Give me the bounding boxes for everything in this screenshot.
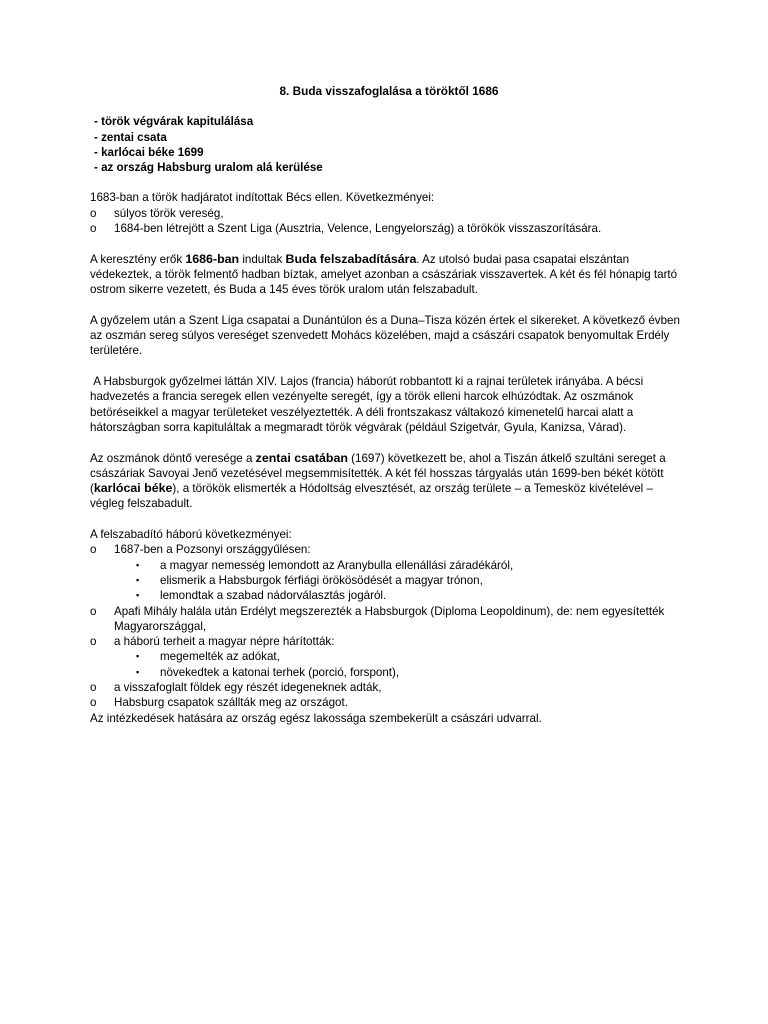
text-run: indultak [239, 252, 286, 266]
bullet-marker: o [90, 635, 97, 649]
list-item-text: súlyos török vereség, [114, 206, 224, 220]
document-content [90, 84, 680, 726]
sub-list-item-text: megemelték az adókat, [160, 650, 280, 664]
summary-item: - az ország Habsburg uralom alá kerülése [94, 161, 323, 175]
war-consequences-list [90, 542, 680, 557]
summary-item: - zentai csata [94, 130, 167, 144]
list-item-text: Habsburg csapatok szállták meg az országot. [114, 696, 348, 710]
sub-list-item [90, 649, 680, 664]
list-item [90, 695, 680, 710]
sub-list-item [90, 588, 680, 603]
text-run: Az oszmánok döntő veresége a [90, 451, 256, 465]
square-bullet-marker: ▪ [136, 651, 140, 662]
sub-list-item [90, 665, 680, 680]
sub-list-item [90, 573, 680, 588]
war-consequences-list [90, 680, 680, 711]
paragraph-buda-siege [90, 252, 680, 298]
square-bullet-marker: ▪ [136, 574, 140, 585]
bullet-marker: o [90, 604, 97, 618]
paragraph-war-consequences: A felszabadító háború következményei: [90, 528, 292, 542]
list-item-text: 1687-ben a Pozsonyi országgyűlésen: [114, 543, 311, 557]
list-item-text: a háború terheit a magyar népre hárították: [114, 635, 335, 649]
text-run: A keresztény erők [90, 252, 186, 266]
square-bullet-marker: ▪ [136, 666, 140, 677]
bold-text: Buda felszabadítására [285, 251, 417, 266]
bullet-marker: o [90, 680, 97, 694]
bold-text: zentai csatában [255, 450, 348, 465]
paragraph-habsburg-victories: A Habsburgok győzelmei láttán XIV. Lajos (francia) háborút robbantott ki a rajnai területek irányába. A bécsi hadvezetés a francia seregek ellen vezényelte seregét, így a török elleni harcok elhúzódtak. Az oszmánok betöréseikkel a magyar területeket veszélyeztették. A déli frontszakasz váltakozó kimenetelű harcai alatt a hátországban sorra kapituláltak a megmaradt török végvárak (például Szigetvár, Gyula, Kanizsa, Várad). [90, 375, 647, 434]
paragraph-zenta [90, 451, 680, 512]
war-consequences-list [90, 604, 680, 650]
sub-list-item-text: a magyar nemesség lemondott az Aranybulla ellenállási záradékáról, [160, 558, 514, 572]
sub-list-item-text: elismerik a Habsburgok férfiági örökösödését a magyar trónon, [160, 573, 483, 587]
list-item [90, 680, 680, 695]
list-item-text: a visszafoglalt földek egy részét idegeneknek adták, [114, 680, 382, 694]
closing-sentence: Az intézkedések hatására az ország egész lakossága szembekerült a császári udvarral. [90, 711, 542, 725]
bullet-marker: o [90, 222, 97, 236]
square-bullet-marker: ▪ [136, 590, 140, 601]
sub-list-item-text: növekedtek a katonai terhek (porció, forspont), [160, 665, 400, 679]
paragraph-holy-league: A győzelem után a Szent Liga csapatai a Dunántúlon és a Duna–Tisza közén értek el sikereket. A következő évben az oszmán sereg súlyos vereséget szenvedett Mohács közelében, majd a császári csapatok benyomultak Erdély területére. [90, 313, 680, 358]
summary-item: - karlócai béke 1699 [94, 145, 204, 159]
document-title: 8. Buda visszafoglalása a töröktől 1686 [279, 84, 499, 98]
list-item [90, 542, 680, 557]
list-item-text: Apafi Mihály halála után Erdélyt megszerezték a Habsburgok (Diploma Leopoldinum), de: nem egyesítették Magyarországgal, [114, 604, 665, 633]
list-item [90, 604, 680, 635]
burden-list [90, 649, 680, 680]
bullet-marker: o [90, 206, 97, 220]
list-item [90, 206, 680, 221]
summary-item: - török végvárak kapitulálása [94, 115, 254, 129]
bullet-marker: o [90, 543, 97, 557]
text-run: . Az utolsó budai pasa csapatai elszántan védekeztek, a török felmentő hadban bíztak, amelyet azonban a császáriak visszavertek. A két és fél hónapig tartó ostrom sikerre vezetett, és Buda a 145 éves török uralom után felszabadult. [90, 252, 678, 297]
text-run: (1697) következett be, ahol a Tiszán átkelő szultáni sereget a császáriak Savoyai Jenő vezetésével megsemmisítették. A két fél hosszas tárgyalás után 1699-ben békét kötött ( [90, 451, 666, 496]
list-item-text: 1684-ben létrejött a Szent Liga (Ausztria, Velence, Lengyelország) a törökök visszaszorítására. [114, 222, 602, 236]
paragraph-intro: 1683-ban a török hadjáratot indítottak Bécs ellen. Következményei: [90, 191, 435, 205]
summary-list [94, 114, 680, 175]
sub-list-item-text: lemondtak a szabad nádorválasztás jogáról. [160, 589, 387, 603]
bullet-marker: o [90, 696, 97, 710]
sub-list-item [90, 558, 680, 573]
diet-decisions-list [90, 558, 680, 604]
bold-text: 1686-ban [185, 251, 240, 266]
square-bullet-marker: ▪ [136, 559, 140, 570]
list-item [90, 634, 680, 649]
bold-text: karlócai béke [93, 481, 173, 496]
list-item [90, 221, 680, 236]
text-run: ), a törökök elismerték a Hódoltság elvesztését, az ország területe – a Temesköz kivételével – végleg felszabadult. [90, 482, 653, 511]
consequences-list-1683 [90, 206, 680, 237]
